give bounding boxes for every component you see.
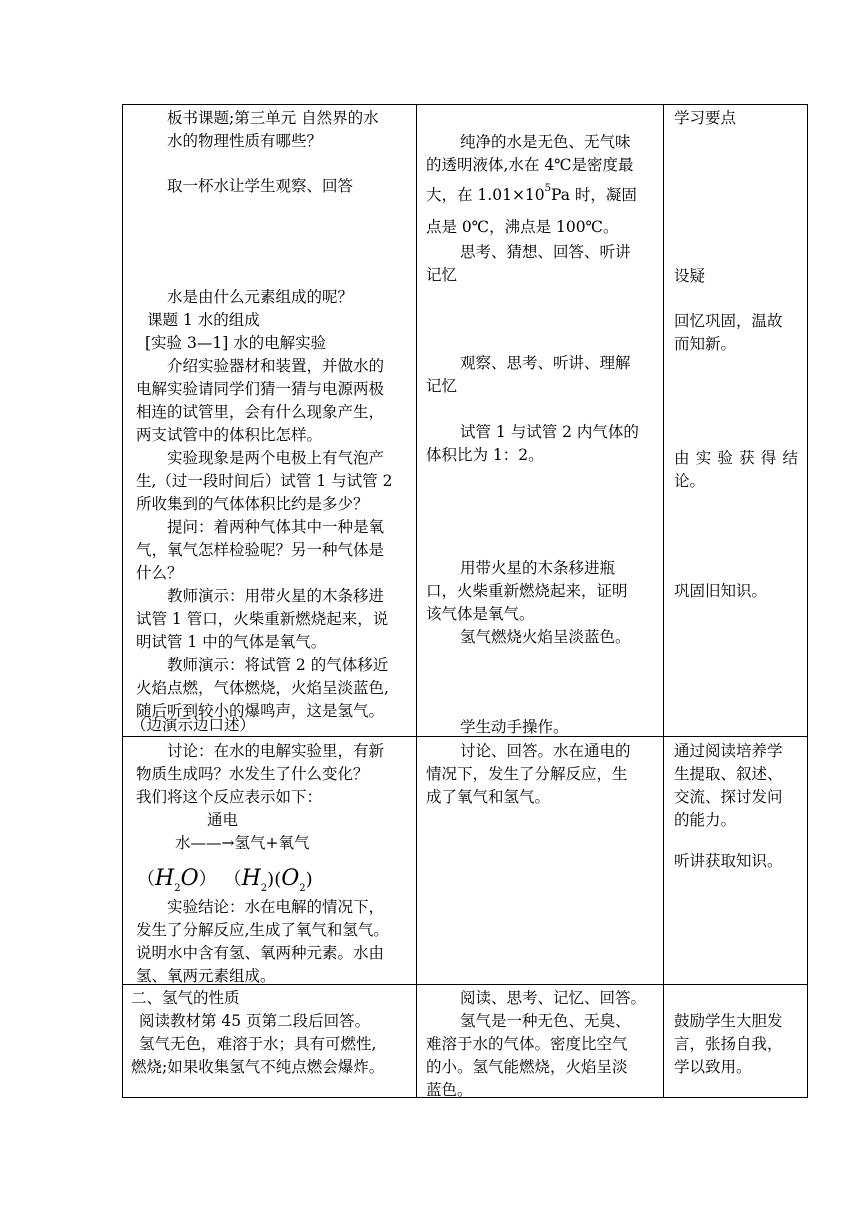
- text-line: 相连的试管里，会有什么现象产生，: [136, 403, 385, 421]
- text-line: 提问：着两种气体其中一种是氧: [167, 518, 385, 536]
- text-line: 讨论：在水的电解实验里，有新: [167, 742, 385, 760]
- text-line: 燃烧;如果收集氢气不纯点燃会爆炸。: [131, 1058, 385, 1076]
- text-line: 记忆: [426, 377, 458, 395]
- formula-subscript: 2: [299, 883, 306, 894]
- text-line: 我们将这个反应表示如下：: [136, 788, 323, 806]
- text-line: 由实验获得结: [674, 449, 798, 467]
- lesson-plan-table: [122, 104, 808, 1098]
- chemical-formula: $(H_2O)$ $(H_2)(O_2)$: [137, 866, 313, 894]
- text-line: 火焰点燃，气体燃烧，火焰呈淡蓝色,: [136, 679, 389, 697]
- text-line: 两支试管中的体积比怎样。: [136, 426, 323, 444]
- text-line: 实验现象是两个电极上有气泡产: [167, 449, 385, 467]
- text-line: [实验 3—1] 水的电解实验: [145, 334, 327, 352]
- text-line: 的能力。: [674, 811, 737, 829]
- text-segment: Pa 时，凝固: [551, 186, 637, 204]
- formula-symbol: H: [155, 866, 175, 891]
- text-line: 取一杯水让学生观察、回答: [167, 177, 354, 195]
- text-line: 水的物理性质有哪些？: [167, 132, 323, 150]
- text-line: 生提取、叙述、: [674, 765, 783, 783]
- formula-symbol: O: [281, 866, 300, 891]
- formula-subscript: 2: [260, 883, 268, 894]
- text-line: 阅读、思考、记忆、回答。: [460, 989, 647, 1007]
- text-line: 氢气无色，难溶于水；具有可燃性,: [139, 1035, 377, 1053]
- text-line: 学习要点: [674, 109, 737, 127]
- text-line: 听讲获取知识。: [674, 852, 783, 870]
- text-line: 电解实验请同学们猜一猜与电源两极: [136, 380, 385, 398]
- text-line: 学生动手操作。: [460, 718, 569, 736]
- text-line: 回忆巩固，温故: [674, 312, 783, 330]
- text-line: 氢气燃烧火焰呈淡蓝色。: [460, 628, 631, 646]
- text-line: 观察、思考、听讲、理解: [460, 354, 631, 372]
- text-line: 体积比为 1：2。: [426, 446, 544, 464]
- text-line: 纯净的水是无色、无气味: [460, 133, 631, 151]
- formula-symbol: O: [180, 866, 199, 891]
- text-line: 氢、氧两元素组成。: [136, 967, 276, 985]
- text-line: 实验结论：水在电解的情况下，: [167, 898, 385, 916]
- text-line: 的透明液体,水在 4℃是密度最: [426, 156, 634, 174]
- column-divider-2: [663, 105, 664, 1097]
- text-line: 通过阅读培养学: [674, 742, 783, 760]
- text-line: 介绍实验器材和装置，并做水的: [167, 357, 385, 375]
- formula-subscript: 2: [174, 883, 181, 894]
- text-line: 气，氧气怎样检验呢？另一种气体是: [136, 541, 385, 559]
- text-line: 难溶于水的气体。密度比空气: [426, 1035, 628, 1053]
- text-line: 学以致用。: [674, 1058, 752, 1076]
- text-line: 点是 0℃，沸点是 100℃。: [426, 218, 619, 236]
- text-line: [426, 184, 637, 209]
- text-line: 随后听到较小的爆鸣声，这是氢气。: [136, 702, 385, 720]
- text-line: 什么？: [136, 564, 183, 582]
- word-equation: 水——→氢气+氧气: [175, 834, 310, 852]
- text-line: 教师演示：用带火星的木条移进: [167, 587, 385, 605]
- text-line: 论。: [674, 472, 706, 490]
- text-line: 试管 1 与试管 2 内气体的: [460, 423, 639, 441]
- text-line: 设疑: [674, 267, 706, 285]
- text-line: 板书课题;第三单元 自然界的水: [167, 109, 379, 127]
- text-line: 课题 1 水的组成: [147, 311, 260, 329]
- text-line: 生,（过一段时间后）试管 1 与试管 2: [136, 472, 393, 490]
- text-line: 的小。氢气能燃烧，火焰呈淡: [426, 1058, 628, 1076]
- text-line: 交流、探讨发问: [674, 788, 783, 806]
- text-line: 巩固旧知识。: [674, 582, 768, 600]
- text-line: 教师演示：将试管 2 的气体移近: [167, 656, 389, 674]
- text-segment: 大，在 1.01×10: [426, 186, 545, 204]
- text-line: 言，张扬自我，: [674, 1035, 783, 1053]
- text-line: 记忆: [426, 266, 458, 284]
- text-line: 试管 1 管口，火柴重新燃烧起来，说: [136, 610, 389, 628]
- text-line: 思考、猜想、回答、听讲: [460, 243, 631, 261]
- text-line: 所收集到的气体体积比约是多少？: [136, 495, 369, 513]
- formula-symbol: H: [241, 866, 261, 891]
- text-line: 说明水中含有氢、氧两种元素。水由: [136, 944, 385, 962]
- column-divider-1: [416, 105, 417, 1097]
- text-line: 该气体是氧气。: [426, 605, 535, 623]
- text-line: 蓝色。: [426, 1081, 473, 1099]
- text-line: 情况下，发生了分解反应，生: [426, 765, 628, 783]
- text-line: 阅读教材第 45 页第二段后回答。: [139, 1012, 371, 1030]
- text-line: 鼓励学生大胆发: [674, 1012, 783, 1030]
- text-line: （边演示边口述）: [131, 716, 256, 734]
- text-line: 明试管 1 中的气体是氧气。: [136, 633, 327, 651]
- text-line: 水是由什么元素组成的呢？: [167, 288, 354, 306]
- condition-label: 通电: [207, 811, 239, 829]
- text-line: 而知新。: [674, 335, 737, 353]
- text-line: 口，火柴重新燃烧起来，证明: [426, 582, 628, 600]
- text-line: 氢气是一种无色、无臭、: [460, 1012, 631, 1030]
- section-heading: 二、氢气的性质: [131, 989, 240, 1007]
- text-line: 成了氧气和氢气。: [426, 788, 551, 806]
- text-line: 用带火星的木条移进瓶: [460, 559, 616, 577]
- text-line: 发生了分解反应,生成了氧气和氢气。: [136, 921, 389, 939]
- text-line: 物质生成吗？水发生了什么变化？: [136, 765, 369, 783]
- text-line: 讨论、回答。水在通电的: [460, 742, 631, 760]
- superscript: 5: [544, 183, 552, 194]
